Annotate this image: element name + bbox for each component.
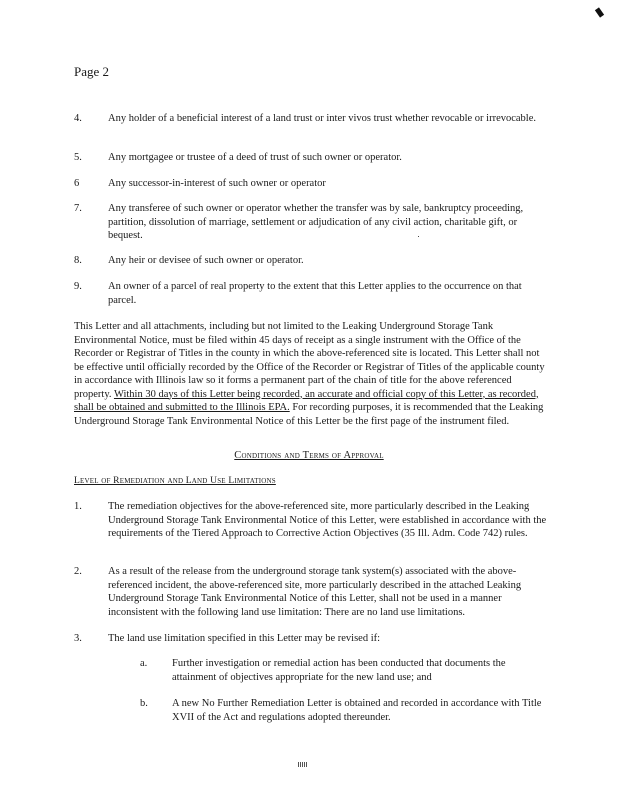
list-item-number: 8.	[74, 255, 82, 266]
list-item-number: 4.	[74, 113, 82, 124]
list-item-number: 6	[74, 178, 80, 189]
list-item-number: 7.	[74, 203, 82, 214]
footer-scan-mark	[298, 762, 308, 767]
recording-paragraph-text: This Letter and all attachments, including but not limited to the Leaking Underground Storage Tank Environmental Notice, must be filed within 45 days of receipt as a single instrument with the Office of the Recorder or Registrar of Titles in the county in which the above-referenced site is located. This Letter shall not be effective until officially recorded by the Office of the Recorder or Registrar of Titles of the applicable county in accordance with Illinois law so it forms a permanent part of the chain of title for the above referenced property.	[74, 321, 545, 400]
list-item-number: 9.	[74, 281, 82, 292]
sub-condition-letter: a.	[140, 658, 148, 669]
sub-condition-letter: b.	[140, 698, 148, 709]
scan-speck	[418, 236, 419, 237]
list-item-text: Any heir or devisee of such owner or operator.	[108, 255, 304, 266]
recording-instructions-paragraph	[74, 320, 550, 428]
condition-text: The remediation objectives for the above-referenced site, more particularly described in the Leaking Underground Storage Tank Environmental Notice of this Letter, were established in accordance with the requirements of the Tiered Approach to Corrective Action Objectives (35 Ill. Adm. Code 742) rules.	[108, 501, 547, 539]
conditions-heading: Conditions and Terms of Approval	[234, 450, 384, 461]
list-item-text: Any successor-in-interest of such owner or operator	[108, 178, 326, 189]
list-item-number: 5.	[74, 152, 82, 163]
condition-number: 3.	[74, 633, 82, 644]
page-number-label: Page 2	[74, 64, 110, 79]
condition-number: 1.	[74, 501, 82, 512]
remediation-subheading: Level of Remediation and Land Use Limitations	[74, 476, 276, 486]
list-item-text: Any mortgagee or trustee of a deed of trust of such owner or operator.	[108, 152, 402, 163]
sub-condition-text: Further investigation or remedial action has been conducted that documents the attainment of objectives appropriate for the new land use; and	[172, 658, 506, 683]
condition-text: The land use limitation specified in this Letter may be revised if:	[108, 633, 381, 644]
recording-paragraph-underlined-text: Within 30 days of this Letter being recorded, an accurate and official copy of this Letter, as recorded, shall be obtained and submitted to the Illinois EPA.	[74, 388, 539, 413]
condition-text: As a result of the release from the underground storage tank system(s) associated with the above-referenced incident, the above-referenced site, more particularly described in the attached Leaking Underground Storage Tank Environmental Notice of this Letter, shall not be used in a manner inconsistent with the following land use limitation: There are no land use limitations.	[108, 566, 522, 618]
list-item-text: Any transferee of such owner or operator whether the transfer was by sale, bankruptcy proceeding, partition, dissolution of marriage, settlement or adjudication of any civil action, charitable gift, or bequest.	[108, 203, 524, 241]
recording-paragraph-text-end: For recording purposes, it is recommended that the Leaking Underground Storage Tank Environmental Notice of this Letter be the first page of the instrument filed.	[74, 402, 544, 427]
condition-number: 2.	[74, 566, 82, 577]
list-item-text: An owner of a parcel of real property to the extent that this Letter applies to the occurrence on that parcel.	[108, 281, 522, 306]
scan-corner-mark	[595, 7, 604, 17]
sub-condition-text: A new No Further Remediation Letter is obtained and recorded in accordance with Title XVII of the Act and regulations adopted thereunder.	[172, 698, 542, 723]
list-item-text: Any holder of a beneficial interest of a land trust or inter vivos trust whether revocable or irrevocable.	[108, 113, 537, 124]
